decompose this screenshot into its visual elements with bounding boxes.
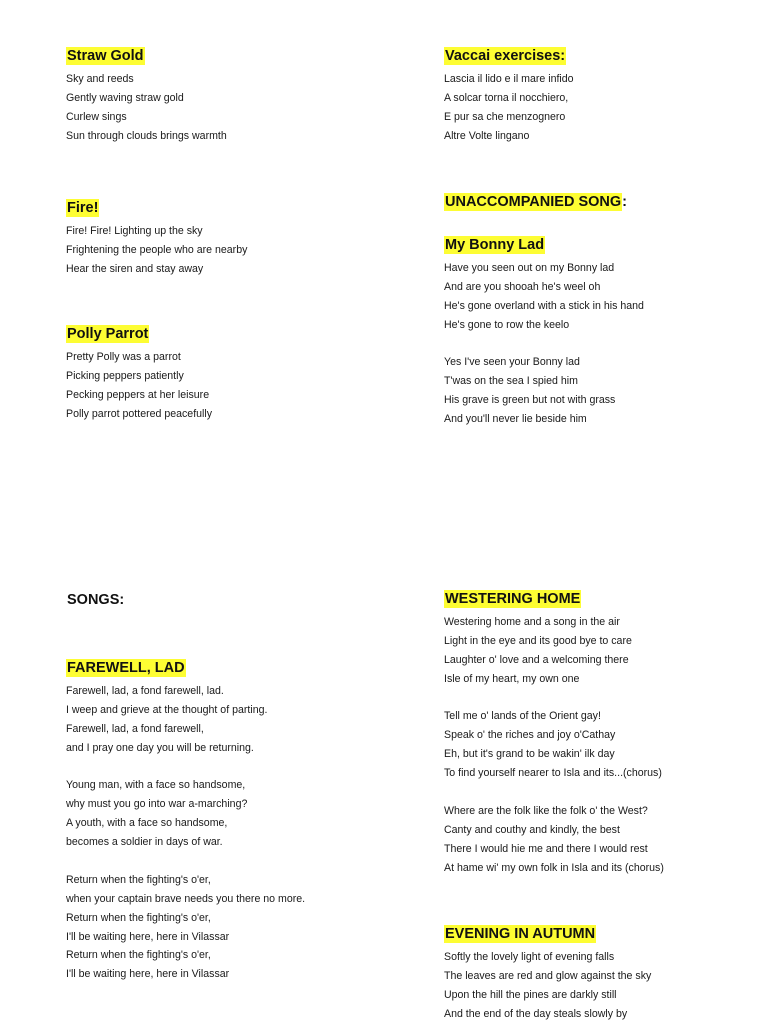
bonny-lad-line: T'was on the sea I spied him bbox=[444, 375, 578, 388]
farewell-lad-line: Young man, with a face so handsome, bbox=[66, 779, 246, 792]
evening-autumn-line: Softly the lovely light of evening falls bbox=[444, 951, 615, 963]
section-vaccai bbox=[444, 47, 764, 146]
westering-home-line: Tell me o' lands of the Orient gay! bbox=[444, 710, 601, 723]
unaccompanied-heading-colon: : bbox=[622, 194, 627, 210]
westering-home-line: Isle of my heart, my own one bbox=[444, 672, 580, 685]
farewell-lad-line: Farewell, lad, a fond farewell, lad. bbox=[66, 685, 224, 697]
evening-autumn-line: Upon the hill the pines are darkly still bbox=[444, 988, 617, 1001]
farewell-lad-stanza bbox=[66, 776, 396, 852]
westering-home-line: Canty and couthy and kindly, the best bbox=[444, 823, 620, 836]
westering-home-title: WESTERING HOME bbox=[445, 591, 581, 607]
farewell-lad-line: when your captain brave needs you there no more. bbox=[66, 892, 306, 905]
straw-gold-line: Gently waving straw gold bbox=[66, 91, 184, 104]
bonny-lad-line: Have you seen out on my Bonny lad bbox=[444, 262, 615, 274]
polly-parrot-line: Polly parrot pottered peacefully bbox=[66, 407, 213, 420]
westering-home-line: Where are the folk like the folk o' the West? bbox=[444, 804, 648, 817]
straw-gold-line: Curlew sings bbox=[66, 110, 127, 123]
vaccai-line: Lascia il lido e il mare infido bbox=[444, 73, 574, 85]
westering-home-line: Light in the eye and its good bye to care bbox=[444, 634, 632, 647]
bonny-lad-title: My Bonny Lad bbox=[445, 237, 545, 253]
westering-home-line: Speak o' the riches and joy o'Cathay bbox=[444, 729, 616, 742]
bonny-lad-line: Yes I've seen your Bonny lad bbox=[444, 356, 580, 369]
farewell-lad-line: I weep and grieve at the thought of parting. bbox=[66, 703, 268, 716]
polly-parrot-line: Pecking peppers at her leisure bbox=[66, 388, 210, 401]
farewell-lad-lines bbox=[66, 682, 396, 984]
section-unaccompanied bbox=[444, 193, 764, 211]
polly-parrot-lines bbox=[66, 348, 396, 424]
westering-home-line: To find yourself nearer to Isla and its...(chorus) bbox=[444, 767, 662, 780]
fire-lines bbox=[66, 222, 396, 279]
fire-line: Fire! Fire! Lighting up the sky bbox=[66, 225, 203, 237]
evening-autumn-lines bbox=[444, 948, 764, 1024]
vaccai-title: Vaccai exercises: bbox=[445, 48, 566, 64]
section-songs bbox=[66, 591, 396, 609]
polly-parrot-line: Picking peppers patiently bbox=[66, 369, 184, 382]
farewell-lad-line: why must you go into war a-marching? bbox=[66, 798, 248, 811]
vaccai-lines bbox=[444, 70, 764, 146]
bonny-lad-line: He's gone overland with a stick in his hand bbox=[444, 299, 644, 312]
farewell-lad-line: becomes a soldier in days of war. bbox=[66, 836, 223, 849]
fire-title: Fire! bbox=[67, 200, 99, 216]
bonny-lad-line: His grave is green but not with grass bbox=[444, 394, 616, 407]
fire-line: Hear the siren and stay away bbox=[66, 262, 204, 275]
farewell-lad-title: FAREWELL, LAD bbox=[67, 660, 185, 676]
westering-home-stanza bbox=[444, 802, 764, 878]
farewell-lad-line: Return when the fighting's o'er, bbox=[66, 911, 211, 924]
straw-gold-title: Straw Gold bbox=[67, 48, 144, 64]
farewell-lad-line: Farewell, lad, a fond farewell, bbox=[66, 722, 204, 735]
fire-line: Frightening the people who are nearby bbox=[66, 243, 248, 256]
westering-home-line: Eh, but it's grand to be wakin' ilk day bbox=[444, 748, 615, 761]
straw-gold-line: Sun through clouds brings warmth bbox=[66, 129, 227, 142]
westering-home-line: Laughter o' love and a welcoming there bbox=[444, 653, 629, 666]
westering-home-lines bbox=[444, 613, 764, 877]
section-bonny-lad bbox=[444, 236, 764, 429]
evening-autumn-line: The leaves are red and glow against the sky bbox=[444, 969, 652, 982]
farewell-lad-stanza bbox=[66, 871, 396, 984]
bonny-lad-stanza bbox=[444, 259, 764, 335]
evening-autumn-line: And the end of the day steals slowly by bbox=[444, 1007, 628, 1020]
bonny-lad-line: And are you shooah he's weel oh bbox=[444, 280, 601, 293]
farewell-lad-stanza bbox=[66, 682, 396, 758]
section-polly-parrot bbox=[66, 325, 396, 424]
vaccai-line: A solcar torna il nocchiero, bbox=[444, 91, 569, 104]
farewell-lad-line: and I pray one day you will be returning. bbox=[66, 741, 254, 754]
straw-gold-lines bbox=[66, 70, 396, 146]
vaccai-line: E pur sa che menzognero bbox=[444, 110, 566, 123]
farewell-lad-line: I'll be waiting here, here in Vilassar bbox=[66, 968, 230, 981]
straw-gold-line: Sky and reeds bbox=[66, 73, 134, 85]
farewell-lad-line: Return when the fighting's o'er, bbox=[66, 949, 211, 962]
westering-home-line: There I would hie me and there I would rest bbox=[444, 842, 648, 855]
section-farewell-lad bbox=[66, 659, 396, 984]
bonny-lad-stanza bbox=[444, 353, 764, 429]
westering-home-stanza bbox=[444, 613, 764, 689]
section-evening-autumn bbox=[444, 925, 764, 1024]
westering-home-line: At hame wi' my own folk in Isla and its (chorus) bbox=[444, 861, 664, 874]
section-fire bbox=[66, 199, 396, 279]
section-straw-gold bbox=[66, 47, 396, 146]
songs-heading: SONGS: bbox=[67, 592, 125, 608]
bonny-lad-line: He's gone to row the keelo bbox=[444, 318, 570, 331]
bonny-lad-line: And you'll never lie beside him bbox=[444, 413, 587, 426]
farewell-lad-line: Return when the fighting's o'er, bbox=[66, 873, 211, 886]
evening-autumn-title: EVENING IN AUTUMN bbox=[445, 926, 596, 942]
vaccai-line: Altre Volte lingano bbox=[444, 129, 530, 142]
farewell-lad-line: A youth, with a face so handsome, bbox=[66, 817, 228, 830]
polly-parrot-title: Polly Parrot bbox=[67, 326, 149, 342]
farewell-lad-line: I'll be waiting here, here in Vilassar bbox=[66, 930, 230, 943]
westering-home-line: Westering home and a song in the air bbox=[444, 616, 620, 628]
polly-parrot-line: Pretty Polly was a parrot bbox=[66, 351, 181, 363]
section-westering-home bbox=[444, 590, 764, 877]
westering-home-stanza bbox=[444, 707, 764, 783]
unaccompanied-heading: UNACCOMPANIED SONG bbox=[445, 194, 622, 210]
bonny-lad-lines bbox=[444, 259, 764, 429]
